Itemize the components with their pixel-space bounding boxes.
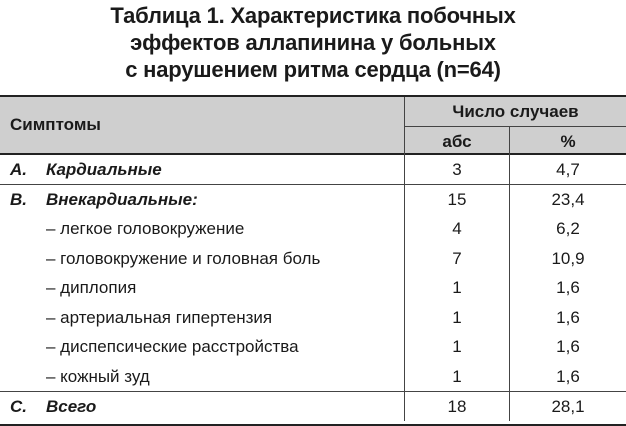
row-abs: 1 — [404, 273, 509, 303]
row-letter: A. — [10, 160, 27, 179]
title-line-3: с нарушением ритма сердца (n=64) — [125, 57, 501, 82]
table-row — [0, 214, 626, 244]
row-abs: 18 — [404, 392, 509, 421]
row-abs: 1 — [404, 362, 509, 392]
row-name: Внекардиальные: — [46, 189, 198, 209]
row-abs: 7 — [404, 244, 509, 274]
row-name: – головокружение и головная боль — [46, 248, 321, 268]
row-letter: C. — [10, 397, 27, 416]
table-row-total — [0, 391, 626, 421]
row-pct: 1,6 — [509, 273, 626, 303]
table-row — [0, 273, 626, 303]
table-row — [0, 303, 626, 333]
row-pct: 1,6 — [509, 362, 626, 392]
row-abs: 3 — [404, 155, 509, 184]
row-name: – артериальная гипертензия — [46, 307, 273, 327]
table-row — [0, 185, 626, 215]
header-pct: % — [509, 126, 626, 155]
table-row — [0, 244, 626, 274]
header-abs: абс — [404, 126, 509, 155]
row-pct: 1,6 — [509, 332, 626, 362]
header-cases: Число случаев — [404, 97, 626, 127]
header-symptoms: Симптомы — [10, 115, 101, 134]
row-pct: 28,1 — [509, 392, 626, 421]
side-effects-table — [0, 95, 626, 426]
row-letter: B. — [10, 189, 27, 209]
row-abs: 1 — [404, 332, 509, 362]
row-pct: 1,6 — [509, 303, 626, 333]
title-line-1: Таблица 1. Характеристика побочных — [110, 3, 516, 28]
row-abs: 15 — [404, 185, 509, 215]
row-pct: 23,4 — [509, 185, 626, 215]
table-row — [0, 155, 626, 185]
table-body — [0, 155, 626, 421]
row-name: – диплопия — [46, 278, 137, 297]
row-pct: 6,2 — [509, 214, 626, 244]
row-name: – кожный зуд — [46, 366, 150, 386]
table-title — [0, 2, 626, 83]
title-line-2: эффектов аллапинина у больных — [130, 30, 496, 55]
row-abs: 1 — [404, 303, 509, 333]
table-header — [0, 95, 626, 155]
row-name: Кардиальные — [46, 160, 162, 179]
table-row — [0, 362, 626, 392]
row-pct: 10,9 — [509, 244, 626, 274]
row-abs: 4 — [404, 214, 509, 244]
row-name: Всего — [46, 397, 97, 416]
row-name: – легкое головокружение — [46, 219, 245, 238]
table-row — [0, 332, 626, 362]
row-name: – диспепсические расстройства — [46, 337, 299, 356]
row-pct: 4,7 — [509, 155, 626, 184]
